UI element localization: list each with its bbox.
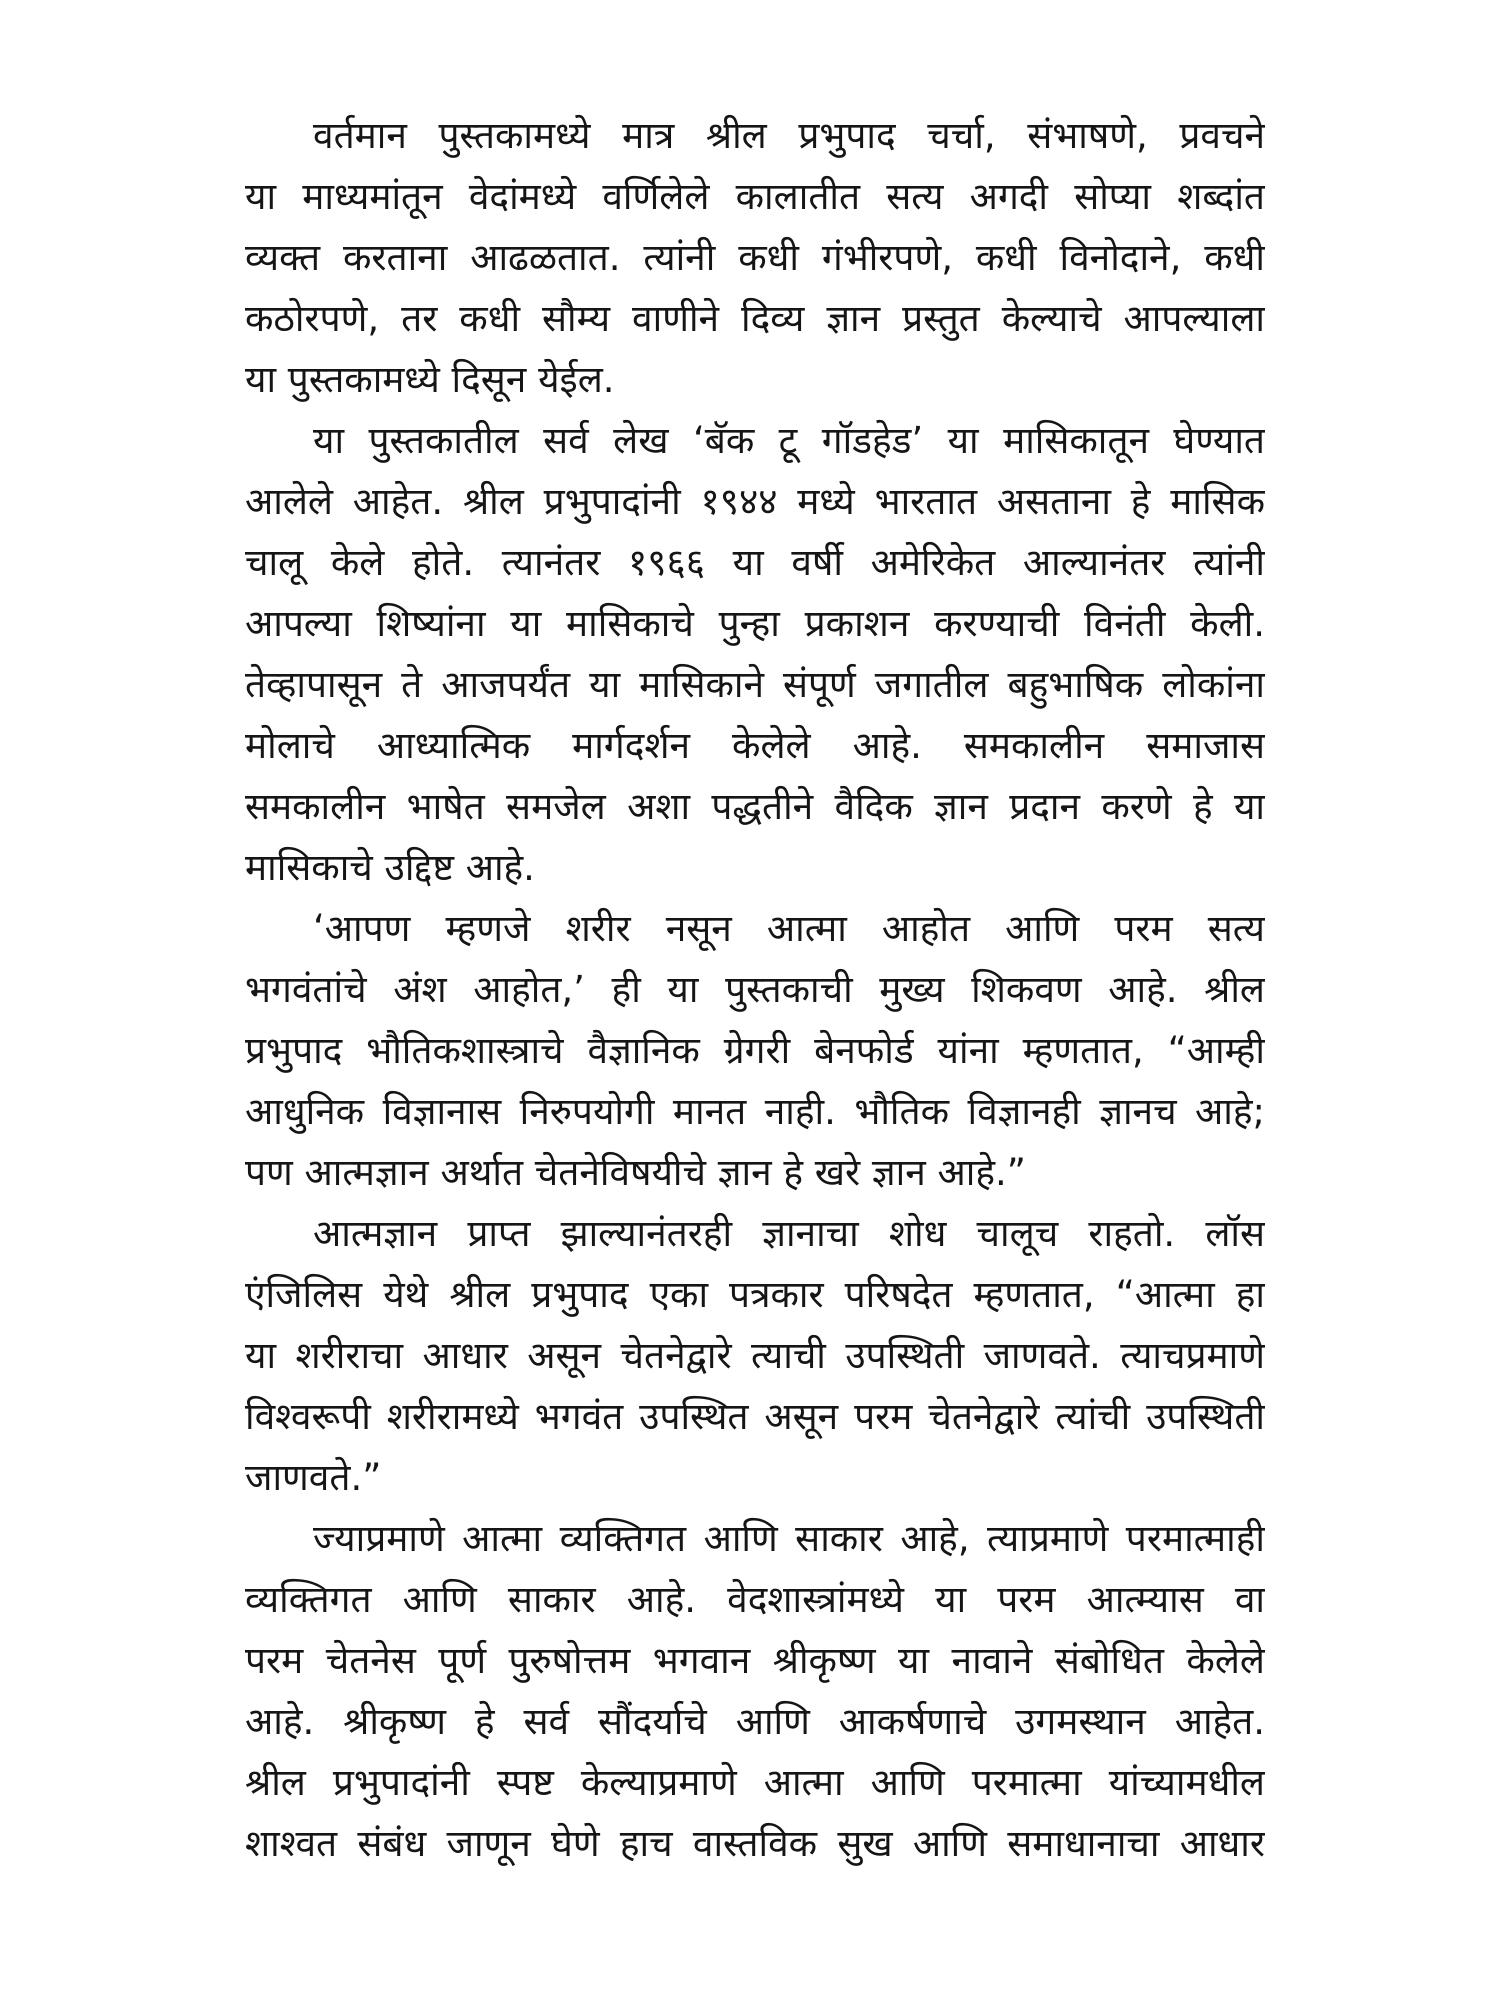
text-line: कठोरपणे, तर कधी सौम्य वाणीने दिव्य ज्ञान प्रस्तुत केल्याचे आपल्याला [245, 297, 1265, 340]
text-line: प्रभुपाद भौतिकशास्त्राचे वैज्ञानिक ग्रेगरी बेनफोर्ड यांना म्हणतात, “आम्ही [245, 1029, 1265, 1072]
text-line: या माध्यमांतून वेदांमध्ये वर्णिलेले कालातीत सत्य अगदी सोप्या शब्दांत [245, 175, 1265, 218]
text-line: चालू केले होते. त्यानंतर १९६६ या वर्षी अमेरिकेत आल्यानंतर त्यांनी [245, 541, 1265, 584]
text-line: शाश्वत संबंध जाणून घेणे हाच वास्तविक सुख आणि समाधानाचा आधार [245, 1822, 1265, 1865]
text-line: परम चेतनेस पूर्ण पुरुषोत्तम भगवान श्रीकृष्ण या नावाने संबोधित केलेले [245, 1639, 1265, 1682]
text-line: पण आत्मज्ञान अर्थात चेतनेविषयीचे ज्ञान हे खरे ज्ञान आहे.” [245, 1151, 1026, 1194]
paragraph-3 [245, 898, 1265, 1203]
text-line: या शरीराचा आधार असून चेतनेद्वारे त्याची उपस्थिती जाणवते. त्याचप्रमाणे [245, 1334, 1265, 1377]
text-line: आलेले आहेत. श्रील प्रभुपादांनी १९४४ मध्ये भारतात असताना हे मासिक [245, 480, 1265, 523]
text-line: समकालीन भाषेत समजेल अशा पद्धतीने वैदिक ज्ञान प्रदान करणे हे या [245, 785, 1265, 828]
text-line: भगवंतांचे अंश आहोत,’ ही या पुस्तकाची मुख्य शिकवण आहे. श्रील [245, 968, 1265, 1011]
text-line: ज्याप्रमाणे आत्मा व्यक्तिगत आणि साकार आहे, त्याप्रमाणे परमात्माही [313, 1517, 1265, 1560]
text-line: वर्तमान पुस्तकामध्ये मात्र श्रील प्रभुपाद चर्चा, संभाषणे, प्रवचने [313, 114, 1265, 157]
text-line: आपल्या शिष्यांना या मासिकाचे पुन्हा प्रकाशन करण्याची विनंती केली. [245, 602, 1265, 645]
paragraph-1 [245, 105, 1265, 410]
body-text [245, 105, 1265, 1874]
text-line: या पुस्तकातील सर्व लेख ‘बॅक टू गॉडहेड’ या मासिकातून घेण्यात [313, 419, 1265, 462]
text-line: विश्वरूपी शरीरामध्ये भगवंत उपस्थित असून परम चेतनेद्वारे त्यांची उपस्थिती [245, 1395, 1265, 1438]
text-line: आहे. श्रीकृष्ण हे सर्व सौंदर्याचे आणि आकर्षणाचे उगमस्थान आहेत. [245, 1700, 1265, 1743]
text-line: व्यक्त करताना आढळतात. त्यांनी कधी गंभीरपणे, कधी विनोदाने, कधी [245, 236, 1265, 279]
text-line: आधुनिक विज्ञानास निरुपयोगी मानत नाही. भौतिक विज्ञानही ज्ञानच आहे; [245, 1090, 1265, 1133]
text-line: श्रील प्रभुपादांनी स्पष्ट केल्याप्रमाणे आत्मा आणि परमात्मा यांच्यामधील [245, 1761, 1265, 1804]
text-line: एंजिलिस येथे श्रील प्रभुपाद एका पत्रकार परिषदेत म्हणतात, “आत्मा हा [245, 1273, 1265, 1316]
text-line: आत्मज्ञान प्राप्त झाल्यानंतरही ज्ञानाचा शोध चालूच राहतो. लॉस [313, 1212, 1265, 1255]
text-line: मोलाचे आध्यात्मिक मार्गदर्शन केलेले आहे. समकालीन समाजास [245, 724, 1265, 767]
text-line: तेव्हापासून ते आजपर्यंत या मासिकाने संपूर्ण जगातील बहुभाषिक लोकांना [245, 663, 1265, 706]
paragraph-5 [245, 1508, 1265, 1874]
text-line: मासिकाचे उद्दिष्ट आहे. [245, 846, 535, 889]
text-line: या पुस्तकामध्ये दिसून येईल. [245, 358, 615, 401]
text-line: जाणवते.” [245, 1456, 382, 1499]
paragraph-4 [245, 1203, 1265, 1508]
paragraph-2 [245, 410, 1265, 898]
text-line: ‘आपण म्हणजे शरीर नसून आत्मा आहोत आणि परम सत्य [313, 907, 1265, 950]
text-line: व्यक्तिगत आणि साकार आहे. वेदशास्त्रांमध्ये या परम आत्म्यास वा [245, 1578, 1265, 1621]
